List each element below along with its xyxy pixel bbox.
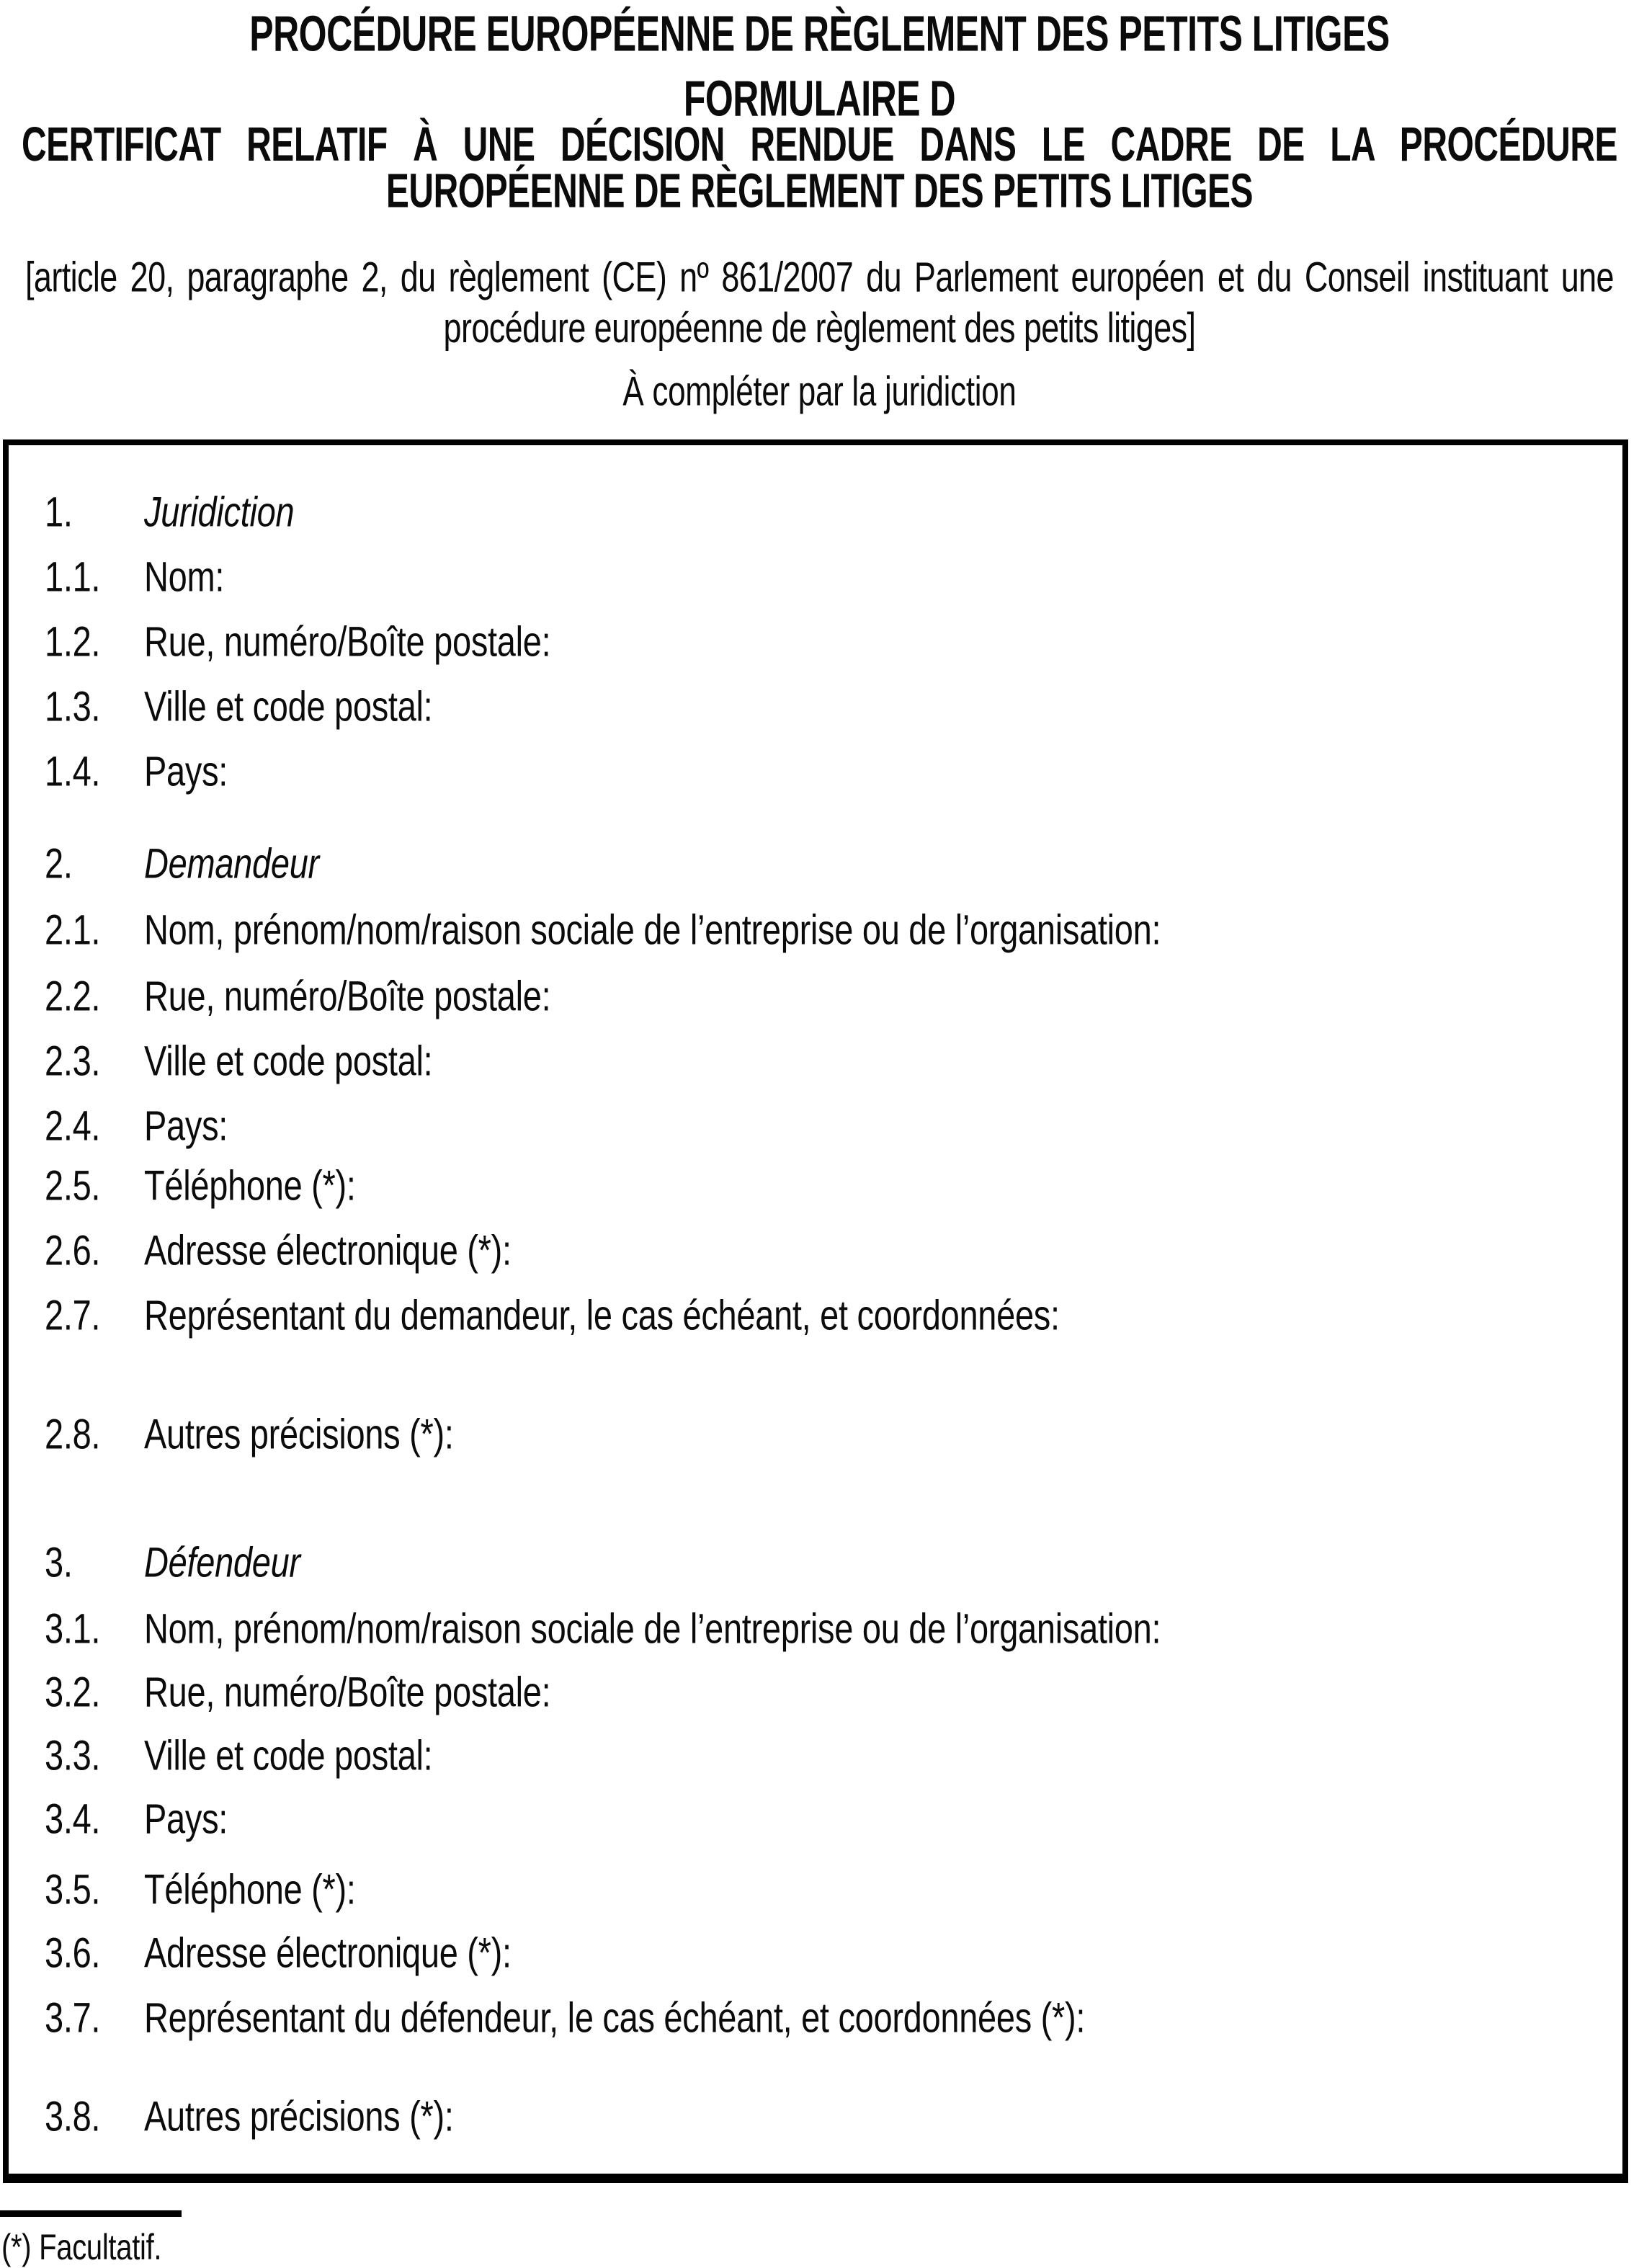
form-row-3-8 (45, 2093, 1601, 2140)
item-label: Ville et code postal: (144, 1036, 433, 1084)
item-label: Ville et code postal: (144, 682, 433, 730)
item-number: 2.7. (45, 1290, 101, 1339)
section-row-1 (45, 488, 1601, 535)
section-number: 3. (45, 1537, 73, 1586)
item-number: 2.1. (45, 905, 101, 953)
item-label: Pays: (144, 1794, 228, 1842)
item-label: Nom: (144, 552, 225, 600)
item-number: 3.2. (45, 1667, 101, 1715)
item-label: Représentant du demandeur, le cas échéant, et coordonnées: (144, 1290, 1060, 1339)
item-label: Autres précisions (*): (144, 2091, 454, 2140)
footnote-divider (0, 2210, 182, 2217)
form-row-1-1 (45, 553, 1601, 600)
certificate-title: CERTIFICAT RELATIF À UNE DÉCISION RENDUE DANS LE CADRE DE LA PROCÉDURE EUROPÉENNE DE RÈGLEMENT DES PETITS LITIGES (22, 118, 1617, 218)
legal-reference: [article 20, paragraphe 2, du règlement (CE) nº 861/2007 du Parlement européen et du Conseil instituant une procédure européenne de règlement des petits litiges] (25, 253, 1614, 352)
item-number: 1.4. (45, 746, 101, 795)
section-row-2 (45, 840, 1601, 887)
item-number: 2.8. (45, 1409, 101, 1457)
item-number: 2.3. (45, 1036, 101, 1084)
form-row-2-3 (45, 1037, 1601, 1084)
item-label: Nom, prénom/nom/raison sociale de l’entreprise ou de l’organisation: (144, 905, 1161, 953)
item-number: 3.4. (45, 1794, 101, 1842)
item-number: 3.5. (45, 1865, 101, 1913)
fill-instruction: À compléter par la juridiction (622, 369, 1017, 415)
page-title: PROCÉDURE EUROPÉENNE DE RÈGLEMENT DES PETITS LITIGES (249, 5, 1390, 62)
form-row-2-1 (45, 906, 1601, 953)
item-label: Adresse électronique (*): (144, 1928, 512, 1976)
item-label: Rue, numéro/Boîte postale: (144, 971, 551, 1019)
form-row-1-2 (45, 618, 1601, 665)
section-row-3 (45, 1539, 1601, 1586)
form-row-3-6 (45, 1929, 1601, 1976)
item-label: Téléphone (*): (144, 1865, 356, 1913)
item-label: Autres précisions (*): (144, 1409, 454, 1457)
form-row-3-1 (45, 1605, 1601, 1652)
item-number: 1.2. (45, 617, 101, 665)
form-row-3-2 (45, 1669, 1601, 1715)
form-row-3-3 (45, 1732, 1601, 1779)
form-row-2-7 (45, 1292, 1601, 1339)
item-label: Téléphone (*): (144, 1161, 356, 1209)
form-row-2-6 (45, 1227, 1601, 1274)
form-row-1-3 (45, 683, 1601, 730)
item-number: 3.3. (45, 1731, 101, 1779)
item-label: Pays: (144, 1101, 228, 1149)
form-box (3, 439, 1628, 2183)
section-number: 2. (45, 839, 73, 887)
item-number: 1.1. (45, 552, 101, 600)
item-number: 3.7. (45, 1993, 101, 2041)
item-number: 2.4. (45, 1101, 101, 1149)
form-row-3-5 (45, 1866, 1601, 1913)
form-row-2-2 (45, 973, 1601, 1019)
form-row-2-8 (45, 1411, 1601, 1457)
item-number: 3.8. (45, 2091, 101, 2140)
form-row-2-5 (45, 1162, 1601, 1209)
item-number: 2.2. (45, 971, 101, 1019)
item-number: 2.5. (45, 1161, 101, 1209)
section-title: Défendeur (144, 1537, 300, 1586)
form-row-1-4 (45, 748, 1601, 795)
item-label: Nom, prénom/nom/raison sociale de l’entreprise ou de l’organisation: (144, 1604, 1161, 1652)
form-row-3-7 (45, 1994, 1601, 2041)
form-row-2-4 (45, 1102, 1601, 1149)
form-label: FORMULAIRE D (683, 70, 956, 127)
item-label: Pays: (144, 746, 228, 795)
item-number: 2.6. (45, 1225, 101, 1274)
item-label: Rue, numéro/Boîte postale: (144, 617, 551, 665)
section-number: 1. (45, 487, 73, 535)
item-label: Adresse électronique (*): (144, 1225, 512, 1274)
item-number: 3.1. (45, 1604, 101, 1652)
item-label: Représentant du défendeur, le cas échéant, et coordonnées (*): (144, 1993, 1086, 2041)
item-number: 3.6. (45, 1928, 101, 1976)
form-row-3-4 (45, 1795, 1601, 1842)
section-title: Juridiction (144, 487, 295, 535)
item-number: 1.3. (45, 682, 101, 730)
footnote-text: (*) Facultatif. (1, 2228, 162, 2267)
section-title: Demandeur (144, 839, 319, 887)
item-label: Rue, numéro/Boîte postale: (144, 1667, 551, 1715)
item-label: Ville et code postal: (144, 1731, 433, 1779)
